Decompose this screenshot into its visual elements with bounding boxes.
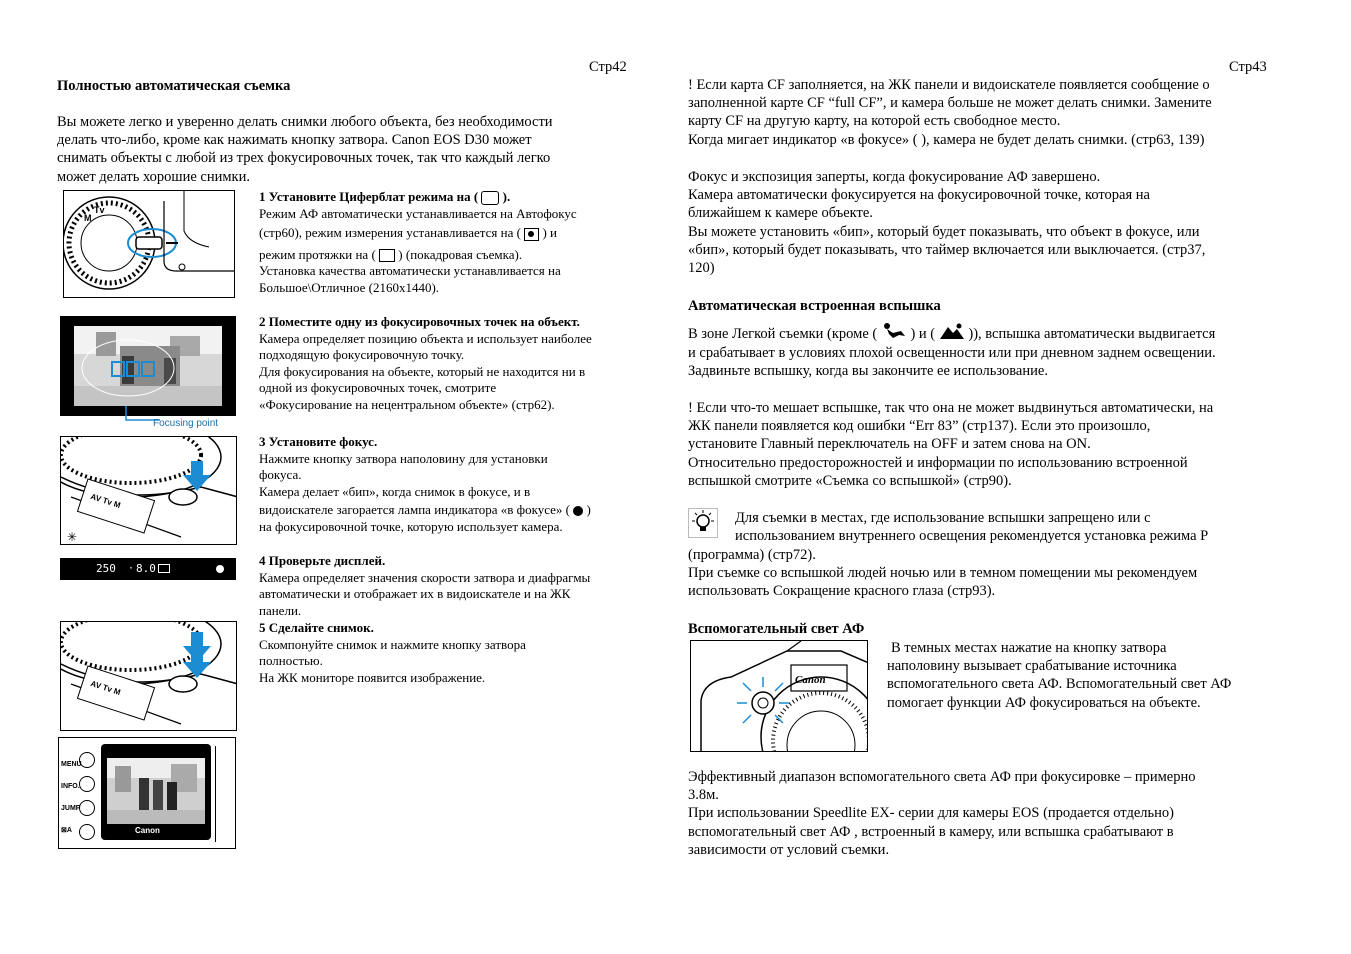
info-button-label: INFO.	[61, 783, 80, 790]
menu-button	[79, 752, 95, 768]
af-assist-figure	[690, 640, 868, 752]
left-page-number: Стр42	[589, 59, 627, 75]
step3: 3 Установите фокус. Нажмите кнопку затвора наполовину для установки фокуса. Камера делает «бип», когда снимок в фокусе, и в видоискателе загорается лампа индикатора «в фокусе» ( ) на фокусировочной точке, которую использует камера.	[259, 434, 639, 535]
svg-text:AV Tv M: AV Tv M	[89, 678, 122, 698]
step4: 4 Проверьте дисплей. Камера определяет значения скорости затвора и диафрагмы автоматически и отображает их в видоискателе и на ЖК панели.	[259, 553, 639, 619]
viewfinder-illustration	[60, 316, 236, 416]
step5: 5 Сделайте снимок. Скомпонуйте снимок и нажмите кнопку затвора полностью. На ЖК мониторе появится изображение.	[259, 620, 639, 686]
cf-full-paragraph: ! Если карта CF заполняется, на ЖК панели и видоискателе появляется сообщение о заполненной карте CF “full CF”, и камера больше не может делать снимки. Замените карту CF на другую карту, на которой есть свободное место. Когда мигает индикатор «в фокусе» ( ), камера не будет делать снимки. (стр63, 139)	[688, 77, 1212, 148]
exposure-level-icon	[158, 564, 170, 573]
mode-dial-illustration	[64, 191, 235, 298]
intro-line: Вы можете легко и уверенно делать снимки любого объекта, без необходимости	[57, 114, 553, 130]
focus-dot-icon	[216, 565, 224, 573]
display-aperture: 8.0	[136, 562, 156, 575]
tip-text: Для съемки в местах, где использование вспышки запрещено или с использованием внутреннего освещения рекомендуется установка режима P	[735, 510, 1209, 545]
intro-line: может делать хорошие снимки.	[57, 168, 250, 185]
af-assist-text: В темных местах нажатие на кнопку затвора наполовину вызывает срабатывание источника вспомогательного света АФ. Вспомогательный свет АФ помогает функции АФ фокусироваться на объекте.	[887, 640, 1232, 711]
intro-line: снимать объекты с любой из трех фокусировочных точек, так что каждый легко	[57, 150, 551, 167]
jump-button	[79, 800, 95, 816]
lcd-bezel	[215, 746, 224, 842]
flash-paragraph: В зоне Легкой съемки (кроме ( ) и ( )), вспышка автоматически выдвигается и срабатывает в условиях плохой освещенности или при дневном заднем освещении. Задвиньте вспышку, когда вы закончите ее использование.	[688, 322, 1288, 380]
half-press-figure	[60, 436, 237, 545]
full-press-figure	[60, 621, 237, 731]
mode-dial-figure	[63, 190, 235, 298]
af-figure-brand: Canon	[795, 674, 826, 686]
viewfinder-display	[60, 558, 236, 580]
lcd-buttons	[79, 752, 95, 840]
svg-text:Tv: Tv	[94, 205, 105, 215]
jump-button-label: JUMP	[61, 805, 81, 812]
step2-title: 2 Поместите одну из фокусировочных точек на объект.	[259, 314, 580, 329]
step5-title: 5 Сделайте снимок.	[259, 620, 374, 635]
evaluative-metering-icon	[524, 228, 539, 241]
svg-text:M: M	[84, 213, 92, 223]
step2: 2 Поместите одну из фокусировочных точек на объект. Камера определяет позицию объекта и использует наиболее подходящую фокусировочную точку. Для фокусирования на объекте, который не находится ни в одной из фокусировочных точек, смотрите «Фокусирование на нецентральном объекте» (стр62).	[259, 314, 639, 413]
svg-text:AV Tv M: AV Tv M	[89, 491, 122, 511]
step4-title: 4 Проверьте дисплей.	[259, 553, 386, 568]
tip-continuation: (программа) (стр72). При съемке со вспышкой людей ночью или в темном помещении мы рекомендуем использовать Сокращение красного глаза (стр93).	[688, 547, 1198, 600]
left-intro	[57, 113, 637, 186]
lightbulb-tip-icon	[688, 508, 718, 538]
svg-text:✳: ✳	[67, 530, 78, 544]
info-button	[79, 776, 95, 792]
lcd-monitor-figure	[58, 737, 236, 849]
single-shot-drive-icon	[379, 249, 395, 262]
step1: 1 Установите Циферблат режима на ( ). Режим АФ автоматически устанавливается на Автофокус (стр60), режим измерения устанавливается на ( ) и режим протяжки на ( ) (покадровая съемка). Установка качества автоматически устанавливается на Большое\Отличное (2160x1440).	[259, 189, 639, 296]
viewfinder-figure	[60, 316, 236, 416]
focus-lock-paragraph: Фокус и экспозиция заперты, когда фокусирование АФ завершено. Камера автоматически фокусируется на фокусировочной точке, которая на ближайшем к камере объекте. Вы можете установить «бип», который будет показывать, что объект в фокусе, или «бип», который будет показывать, что таймер включается или выключается. (стр37, 120)	[688, 169, 1206, 277]
lcd-screen	[101, 744, 211, 840]
intro-line: делать что-либо, кроме как нажимать кнопку затвора. Canon EOS D30 может	[57, 132, 532, 149]
focusing-point-label: Focusing point	[153, 418, 219, 429]
flash-heading: Автоматическая встроенная вспышка	[688, 298, 941, 314]
step3-title: 3 Установите фокус.	[259, 434, 378, 449]
sports-mode-icon	[881, 322, 907, 340]
display-shutter-speed: 250	[96, 562, 116, 575]
lcd-brand: Canon	[135, 826, 160, 835]
landscape-mode-icon	[939, 322, 965, 340]
af-assist-heading: Вспомогательный свет АФ	[688, 621, 865, 637]
af-range-paragraph: Эффективный диапазон вспомогательного света АФ при фокусировке – примерно 3.8м. При использовании Speedlite EX- серии для камеры EOS (продается отдельно) вспомогательный свет АФ , встроенный в камеру, или вспышка срабатывают в зависимости от условий съемки.	[688, 769, 1196, 858]
half-press-illustration	[61, 437, 237, 545]
af-assist-illustration	[691, 641, 868, 752]
display-separator: ·	[128, 563, 135, 574]
erase-button-label: ⊠A	[61, 827, 72, 834]
erase-button	[79, 824, 95, 840]
right-page-number: Стр43	[1229, 59, 1267, 75]
flash-error-paragraph: ! Если что-то мешает вспышке, так что она не может выдвинуться автоматически, на ЖК панели появляется код ошибки “Err 83” (стр137). Если это произошло, установите Главный переключатель на OFF и затем снова на ON. Относительно предосторожностей и информации по использованию встроенной вспышкой смотрите «Съемка со вспышкой» (стр90).	[688, 400, 1214, 489]
full-auto-mode-icon	[481, 191, 499, 205]
full-press-illustration	[61, 622, 237, 731]
focus-confirmation-icon	[573, 506, 583, 516]
step1-title: 1 Установите Циферблат режима на ( ).	[259, 189, 511, 204]
menu-button-label: MENU	[61, 761, 82, 768]
left-heading: Полностью автоматическая съемка	[57, 78, 291, 94]
